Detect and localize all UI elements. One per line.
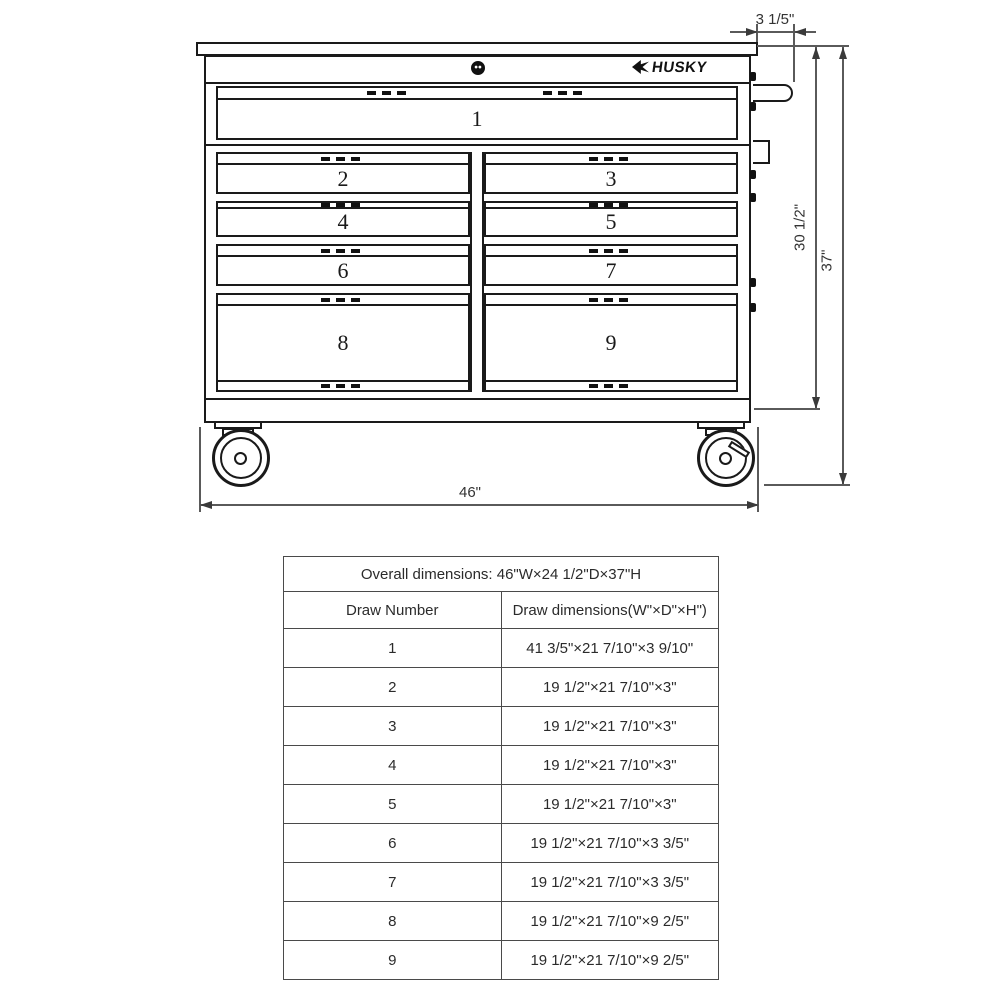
table-title: Overall dimensions: 46"W×24 1/2"D×37"H (284, 557, 719, 592)
draw-number-cell: 2 (284, 668, 502, 707)
drawer-number-label: 5 (605, 209, 617, 234)
side-rivet (750, 303, 756, 312)
husky-logo (632, 56, 707, 78)
drawer-7 (484, 244, 738, 286)
drawer-number-label: 7 (605, 257, 617, 283)
table-row (284, 785, 719, 824)
dimension-label-handle-depth: 3 1/5" (755, 11, 795, 28)
draw-dimensions-cell: 19 1/2"×21 7/10"×9 2/5" (501, 902, 719, 941)
draw-number-cell: 5 (284, 785, 502, 824)
draw-number-cell: 1 (284, 629, 502, 668)
drawer-number-label: 8 (337, 330, 349, 355)
draw-number-cell: 6 (284, 824, 502, 863)
side-rivet (750, 170, 756, 179)
drawer-6 (216, 244, 470, 286)
side-handle (753, 84, 793, 102)
drawer-9 (484, 293, 738, 392)
draw-number-cell: 7 (284, 863, 502, 902)
drawer-5 (484, 201, 738, 237)
drawer-number-label: 2 (337, 165, 349, 191)
shelf-line (206, 144, 749, 146)
drawer-8 (216, 293, 470, 392)
draw-dimensions-cell: 41 3/5"×21 7/10"×3 9/10" (501, 629, 719, 668)
table-row (284, 824, 719, 863)
column-header-draw-dimensions: Draw dimensions(W"×D"×H") (501, 592, 719, 629)
dimension-label-overall-width: 46" (458, 484, 481, 501)
draw-dimensions-cell: 19 1/2"×21 7/10"×3" (501, 785, 719, 824)
draw-dimensions-cell: 19 1/2"×21 7/10"×3 3/5" (501, 824, 719, 863)
drawer-dimensions-table (283, 556, 719, 980)
drawer-number-label: 6 (337, 257, 349, 283)
side-rivet (750, 193, 756, 202)
table-row (284, 629, 719, 668)
cabinet-top-cap (196, 42, 758, 56)
side-bracket (753, 140, 770, 164)
column-header-draw-number: Draw Number (284, 592, 502, 629)
drawer-4 (216, 201, 470, 237)
center-divider (470, 152, 484, 392)
drawer-number-label: 4 (337, 209, 349, 234)
table-row (284, 707, 719, 746)
dimension-label-overall-height: 37" (818, 249, 836, 272)
table-row (284, 902, 719, 941)
drawer-number-label: 9 (605, 330, 617, 355)
table-row (284, 746, 719, 785)
lock-icon (471, 61, 485, 75)
drawer-number-label: 3 (605, 165, 617, 191)
drawer-1 (216, 86, 738, 140)
side-rivet (750, 278, 756, 287)
draw-dimensions-cell: 19 1/2"×21 7/10"×3" (501, 707, 719, 746)
draw-dimensions-cell: 19 1/2"×21 7/10"×3 3/5" (501, 863, 719, 902)
brand-name: HUSKY (650, 58, 709, 76)
drawer-2 (216, 152, 470, 194)
side-rivet (750, 102, 756, 111)
husky-dog-head-icon (632, 60, 649, 74)
table-row (284, 668, 719, 707)
drawer-slide-strip (218, 88, 736, 100)
base-line (206, 398, 749, 400)
draw-dimensions-cell: 19 1/2"×21 7/10"×3" (501, 746, 719, 785)
table-row (284, 863, 719, 902)
draw-dimensions-cell: 19 1/2"×21 7/10"×9 2/5" (501, 941, 719, 980)
draw-number-cell: 3 (284, 707, 502, 746)
drawer-3 (484, 152, 738, 194)
side-rivet (750, 72, 756, 81)
draw-number-cell: 9 (284, 941, 502, 980)
draw-number-cell: 8 (284, 902, 502, 941)
dimension-label-body-height: 30 1/2" (791, 203, 809, 252)
drawer-number-label: 1 (471, 106, 483, 131)
draw-dimensions-cell: 19 1/2"×21 7/10"×3" (501, 668, 719, 707)
table-row (284, 941, 719, 980)
top-rail-line (206, 82, 749, 84)
draw-number-cell: 4 (284, 746, 502, 785)
